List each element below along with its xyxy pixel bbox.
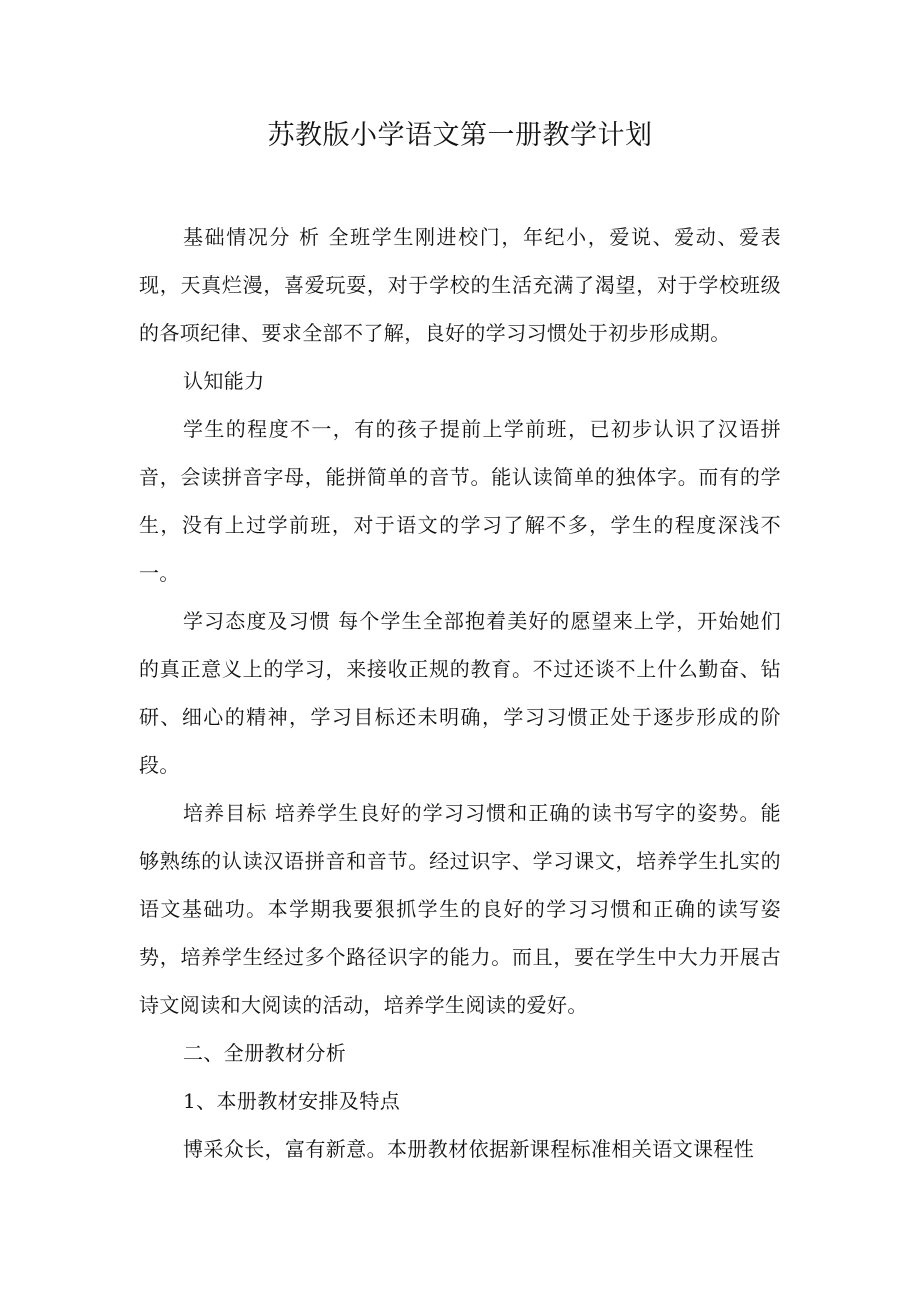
document-title: 苏教版小学语文第一册教学计划: [267, 120, 653, 151]
paragraph-training-goals: 培养目标 培养学生良好的学习习惯和正确的读书写字的姿势。能够熟练的认读汉语拼音和音节。经过识字、学习课文，培养学生扎实的语文基础功。本学期我要狠抓学生的良好的学习习惯和正确的读写姿势，培养学生经过多个路径识字的能力。而且，要在学生中大力开展古诗文阅读和大阅读的活动，培养学生阅读的爱好。: [139, 801, 781, 1017]
document-body: [139, 213, 781, 1173]
paragraph-cognitive-ability-heading: 认知能力: [183, 369, 265, 393]
paragraph-student-level: 学生的程度不一，有的孩子提前上学前班，已初步认识了汉语拼音，会读拼音字母，能拼简单的音节。能认读简单的独体字。而有的学生，没有上过学前班，对于语文的学习了解不多，学生的程度深浅不一。: [139, 417, 781, 585]
paragraph-study-attitude: 学习态度及习惯 每个学生全部抱着美好的愿望来上学，开始她们的真正意义上的学习，来接收正规的教育。不过还谈不上什么勤奋、钻研、细心的精神，学习目标还未明确，学习习惯正处于逐步形成的阶段。: [139, 609, 781, 777]
paragraph-textbook-features-heading: 1、本册教材安排及特点: [183, 1089, 401, 1113]
paragraph-textbook-intro: 博采众长，富有新意。本册教材依据新课程标准相关语文课程性: [183, 1137, 755, 1161]
paragraph-basic-situation: 基础情况分 析 全班学生刚进校门，年纪小，爱说、爱动、爱表现，天真烂漫，喜爱玩耍，对于学校的生活充满了渴望，对于学校班级的各项纪律、要求全部不了解，良好的学习习惯处于初步形成期。: [139, 225, 781, 345]
paragraph-textbook-analysis-heading: 二、全册教材分析: [183, 1041, 347, 1065]
